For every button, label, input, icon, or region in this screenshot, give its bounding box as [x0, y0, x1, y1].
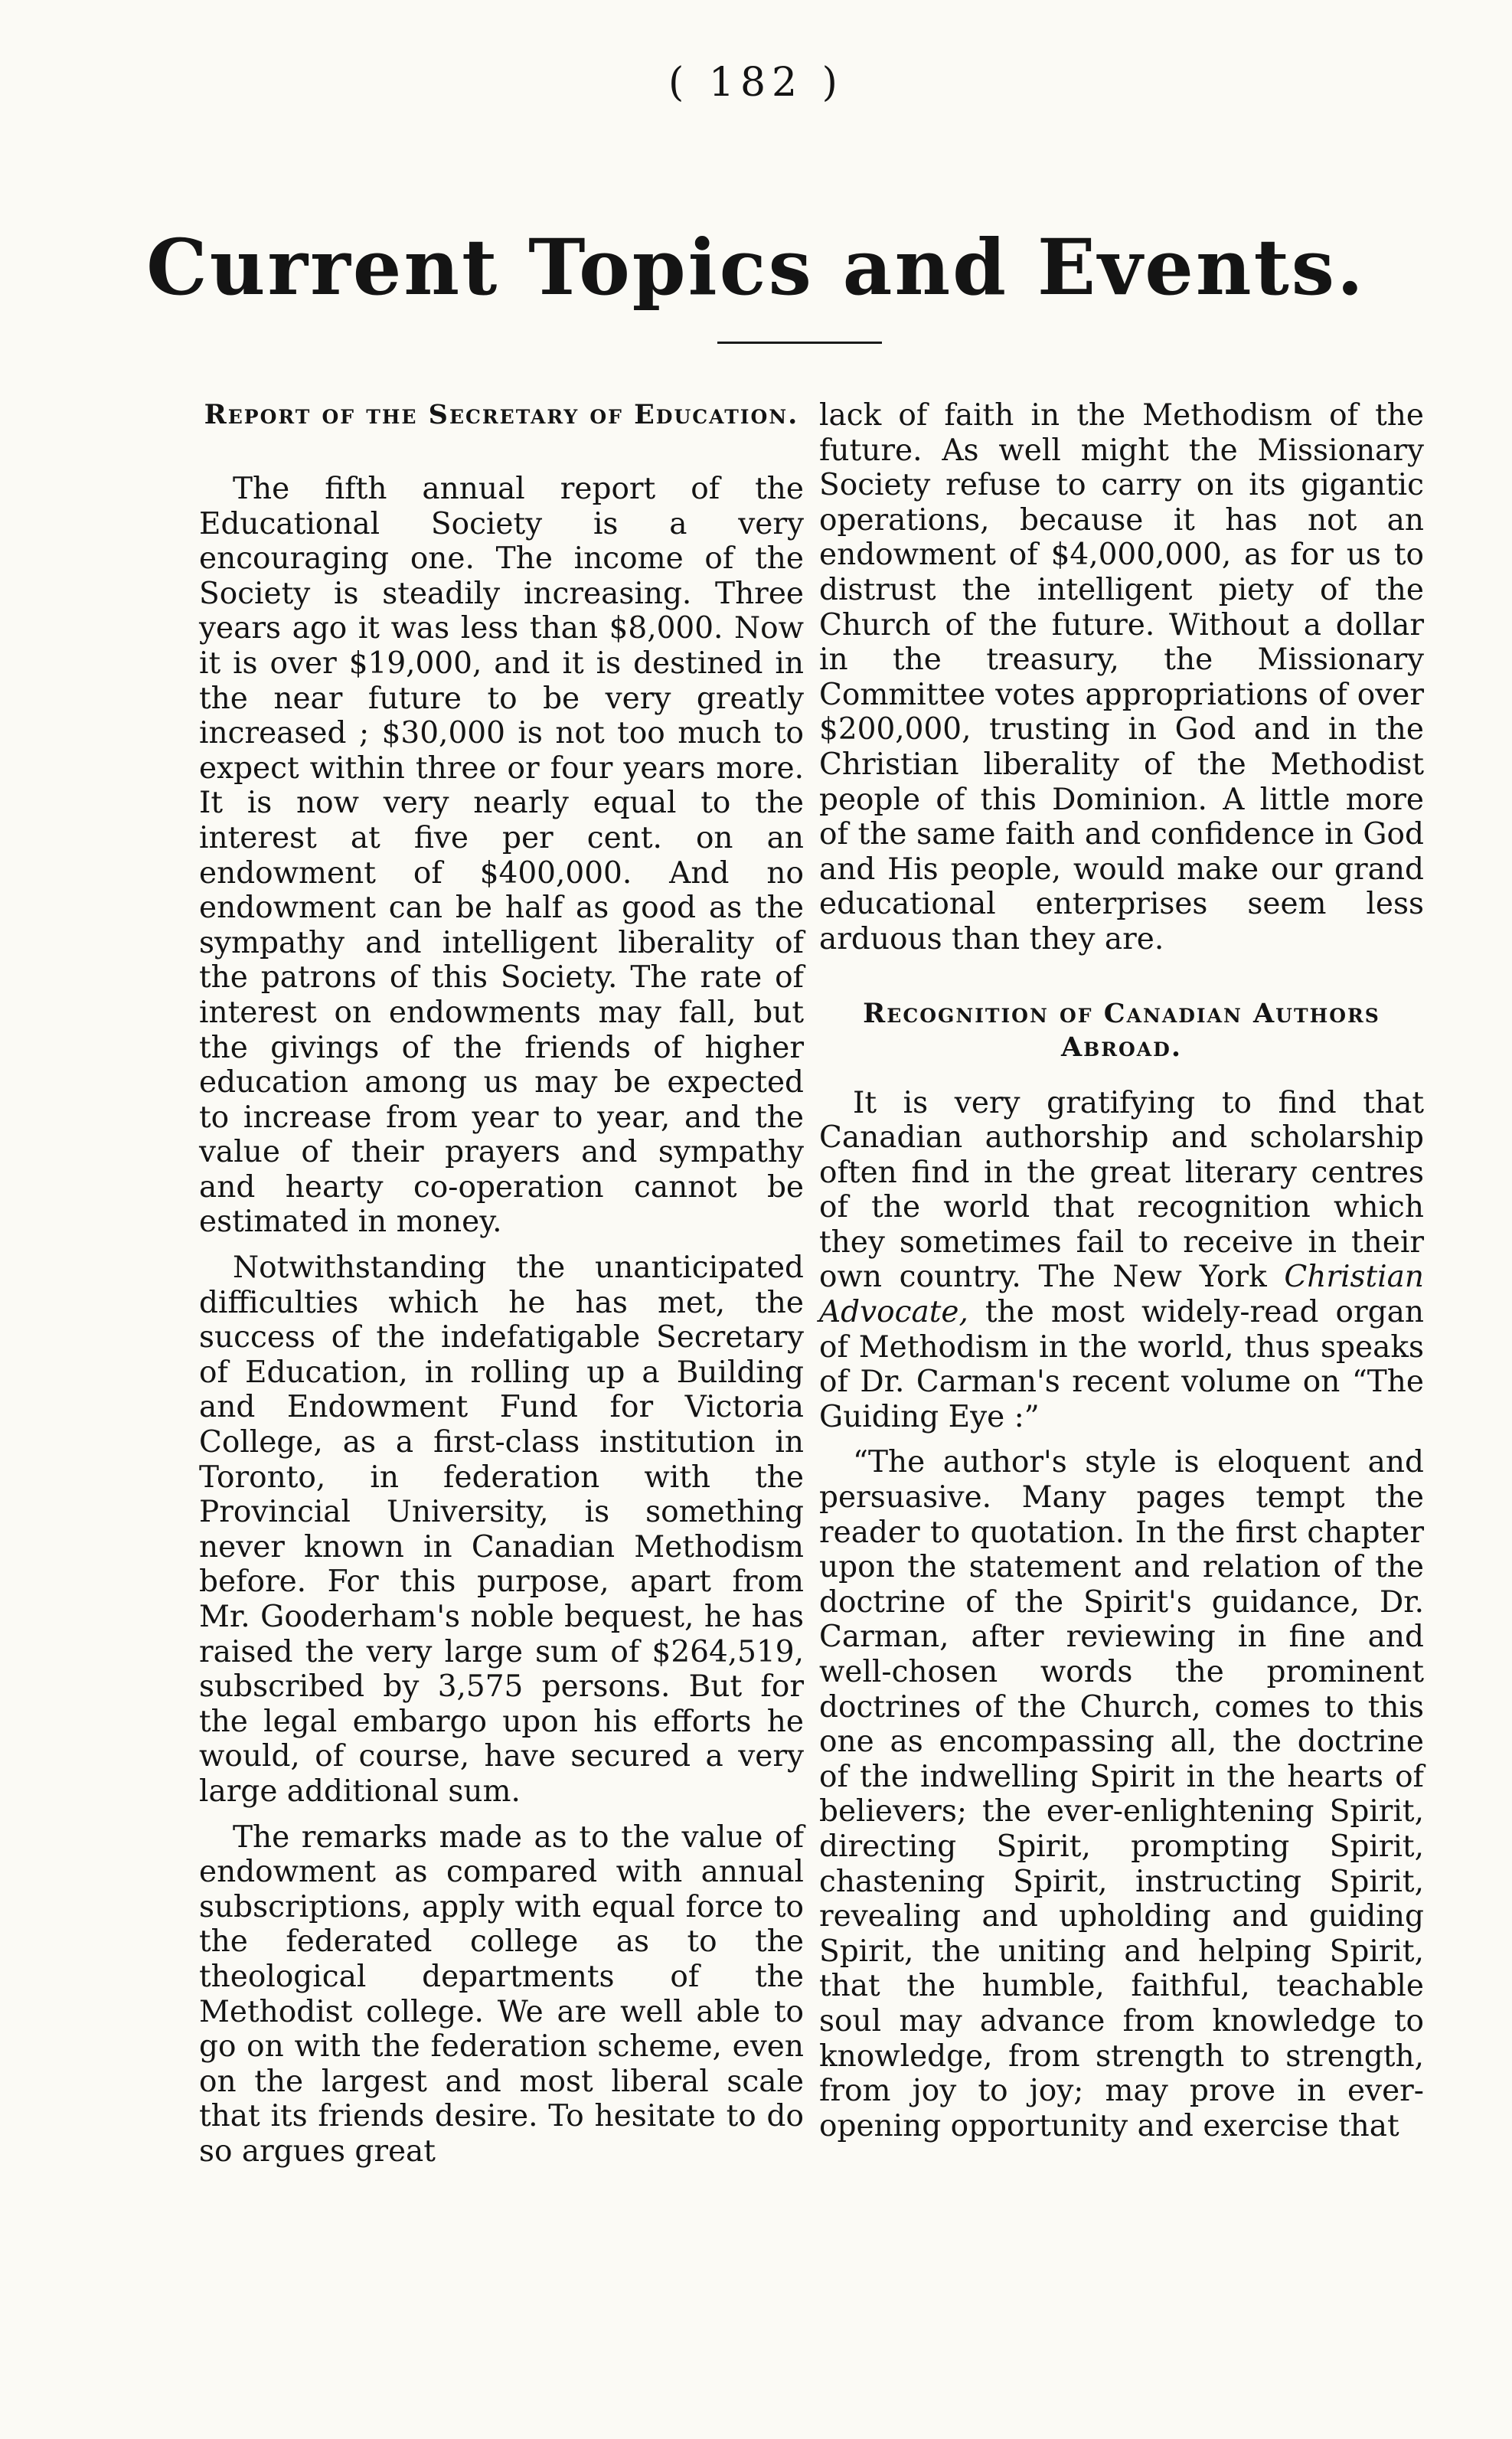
paragraph: Notwithstanding the unanticipated difficulties which he has met, the success of the indefatigable Secretary of Education, in rolling up a Building and Endowment Fund for Victoria College, as a first-class institution in Toronto, in federation with the Provincial University, is something never known in Canadian Methodism before. For this purpose, apart from Mr. Gooderham's noble bequest, he has raised the very large sum of $264,519, subscribed by 3,575 persons. But for the legal embargo upon his efforts he would, of course, have secured a very large additional sum. [199, 1251, 804, 1809]
section-heading-secretary-report: Report of the Secretary of Education. [204, 399, 799, 430]
section-heading-canadian-authors: Recognition of Canadian Authors Abroad. [863, 997, 1380, 1063]
paragraph: The fifth annual report of the Educational Society is a very encouraging one. The income of the Society is steadily increasing. Three years ago it was less than $8,000. Now it is over $19,000, and it is destined in the near future to be very greatly increased ; $30,000 is not too much to expect within three or four years more. It is now very nearly equal to the interest at five per cent. on an endowment of $400,000. And no endowment can be half as good as the sympathy and intelligent liberality of the patrons of this Society. The rate of interest on endowments may fall, but the givings of the friends of higher education among us may be expected to increase from year to year, and the value of their prayers and sympathy and hearty co-operation cannot be estimated in money. [199, 472, 804, 1240]
paragraph: The remarks made as to the value of endowment as compared with annual subscriptions, apply with equal force to the federated college as to the theological departments of the Methodist college. We are well able to go on with the federation scheme, even on the largest and most liberal scale that its friends desire. To hesitate to do so argues great [199, 1819, 804, 2169]
publication-title: Christian Advocate, [819, 1260, 1424, 1330]
paragraph-text: It is very gratifying to find that Canadian authorship and scholarship often find in the great literary centres of the world that recognition which they sometimes fail to receive in their own country. The New York [819, 1085, 1424, 1295]
paragraph-text: the most widely-read organ of Methodism in the world, thus speaks of Dr. Carman's recent volume on “The Guiding Eye :” [819, 1295, 1424, 1434]
title-divider [717, 342, 882, 344]
quoted-paragraph: “The author's style is eloquent and persuasive. Many pages tempt the reader to quotation. In the first chapter upon the statement and relation of the doctrine of the Spirit's guidance, Dr. Carman, after reviewing in fine and well-chosen words the prominent doctrines of the Church, comes to this one as encompassing all, the doctrine of the indwelling Spirit in the hearts of believers; the ever-enlightening Spirit, directing Spirit, prompting Spirit, chastening Spirit, instructing Spirit, revealing and upholding and guiding Spirit, the uniting and helping Spirit, that the humble, faithful, teachable soul may advance from knowledge to knowledge, from strength to strength, from joy to joy; may prove in ever-opening opportunity and exercise that [819, 1445, 1424, 2143]
right-column [819, 398, 1424, 2143]
left-column [199, 398, 804, 2169]
page-number: ( 182 ) [668, 60, 844, 106]
paragraph [819, 1086, 1424, 1435]
page-title: Current Topics and Events. [146, 222, 1366, 312]
paragraph-continuation: lack of faith in the Methodism of the future. As well might the Missionary Society refuse to carry on its gigantic operations, because it has not an endowment of $4,000,000, as for us to distrust the intelligent piety of the Church of the future. Without a dollar in the treasury, the Missionary Committee votes appropriations of over $200,000, trusting in God and in the Christian liberality of the Methodist people of this Dominion. A little more of the same faith and confidence in God and His people, would make our grand educational enterprises seem less arduous than they are. [819, 398, 1424, 956]
